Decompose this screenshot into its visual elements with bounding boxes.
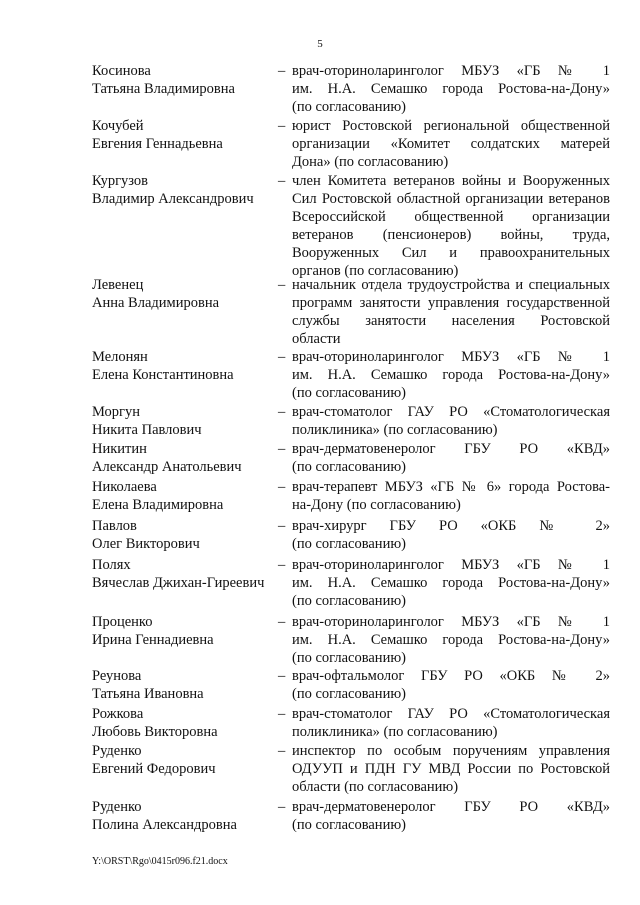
role-line: службы занятости населения Ростовской xyxy=(292,313,610,329)
role-line: (по согласованию) xyxy=(292,593,406,609)
member-surname: Моргун xyxy=(92,404,140,420)
role-line: области xyxy=(292,331,341,347)
separator-dash: – xyxy=(278,799,286,815)
member-role xyxy=(292,348,610,402)
role-line: (по согласованию) xyxy=(292,459,406,475)
role-line: им. Н.А. Семашко города Ростова-на-Дону» xyxy=(292,81,610,97)
separator-dash: – xyxy=(278,118,286,134)
member-role xyxy=(292,705,610,741)
member-surname: Кочубей xyxy=(92,118,144,134)
role-line: врач-стоматолог ГАУ РО «Стоматологическая xyxy=(292,706,610,722)
role-line: Всероссийской общественной организации xyxy=(292,209,610,225)
member-surname: Полях xyxy=(92,557,131,573)
member-surname: Николаева xyxy=(92,479,157,495)
role-line: врач-оториноларинголог МБУЗ «ГБ № 1 xyxy=(292,63,610,79)
member-role xyxy=(292,517,610,553)
separator-dash: – xyxy=(278,404,286,420)
role-line: ОДУУП и ПДН ГУ МВД России по Ростовской xyxy=(292,761,610,777)
role-line: врач-оториноларинголог МБУЗ «ГБ № 1 xyxy=(292,614,610,630)
role-line: Сил Ростовской областной организации ветеранов xyxy=(292,191,610,207)
role-line: им. Н.А. Семашко города Ростова-на-Дону» xyxy=(292,575,610,591)
separator-dash: – xyxy=(278,557,286,573)
role-line: поликлиника» (по согласованию) xyxy=(292,724,498,740)
separator-dash: – xyxy=(278,614,286,630)
member-surname: Павлов xyxy=(92,518,137,534)
member-role xyxy=(292,403,610,439)
member-name xyxy=(92,478,272,514)
member-given-names: Вячеслав Джихан-Гиреевич xyxy=(92,575,265,591)
member-given-names: Елена Константиновна xyxy=(92,367,234,383)
role-line: органов (по согласованию) xyxy=(292,263,459,279)
member-surname: Кургузов xyxy=(92,173,149,189)
role-line: (по согласованию) xyxy=(292,817,406,833)
separator-dash: – xyxy=(278,63,286,79)
member-given-names: Татьяна Ивановна xyxy=(92,686,204,702)
member-surname: Косинова xyxy=(92,63,151,79)
member-surname: Реунова xyxy=(92,668,142,684)
member-given-names: Ирина Геннадиевна xyxy=(92,632,214,648)
role-line: врач-дерматовенеролог ГБУ РО «КВД» xyxy=(292,441,610,457)
role-line: врач-стоматолог ГАУ РО «Стоматологическая xyxy=(292,404,610,420)
member-role xyxy=(292,613,610,667)
member-given-names: Елена Владимировна xyxy=(92,497,224,513)
member-given-names: Евгений Федорович xyxy=(92,761,216,777)
member-role xyxy=(292,62,610,116)
separator-dash: – xyxy=(278,518,286,534)
member-name xyxy=(92,556,272,592)
role-line: инспектор по особым поручениям управления xyxy=(292,743,610,759)
separator-dash: – xyxy=(278,479,286,495)
role-line: организации «Комитет солдатских матерей xyxy=(292,136,610,152)
member-role xyxy=(292,172,610,280)
separator-dash: – xyxy=(278,743,286,759)
member-name xyxy=(92,403,272,439)
role-line: врач-офтальмолог ГБУ РО «ОКБ № 2» xyxy=(292,668,610,684)
role-line: им. Н.А. Семашко города Ростова-на-Дону» xyxy=(292,632,610,648)
member-name xyxy=(92,705,272,741)
member-name xyxy=(92,172,272,208)
role-line: Вооруженных Сил и правоохранительных xyxy=(292,245,610,261)
role-line: врач-оториноларинголог МБУЗ «ГБ № 1 xyxy=(292,557,610,573)
member-name xyxy=(92,62,272,98)
role-line: член Комитета ветеранов войны и Вооруженных xyxy=(292,173,610,189)
member-role xyxy=(292,478,610,514)
member-name xyxy=(92,742,272,778)
role-line: Дона» (по согласованию) xyxy=(292,154,449,170)
role-line: ветеранов (пенсионеров) войны, труда, xyxy=(292,227,610,243)
member-role xyxy=(292,667,610,703)
member-name xyxy=(92,440,272,476)
member-given-names: Полина Александровна xyxy=(92,817,237,833)
member-given-names: Никита Павлович xyxy=(92,422,202,438)
separator-dash: – xyxy=(278,277,286,293)
member-surname: Рожкова xyxy=(92,706,144,722)
role-line: (по согласованию) xyxy=(292,99,406,115)
member-surname: Проценко xyxy=(92,614,153,630)
role-line: начальник отдела трудоустройства и специальных xyxy=(292,277,610,293)
separator-dash: – xyxy=(278,349,286,365)
page-number: 5 xyxy=(317,38,323,50)
member-name xyxy=(92,517,272,553)
member-given-names: Владимир Александрович xyxy=(92,191,254,207)
member-surname: Руденко xyxy=(92,799,142,815)
role-line: врач-дерматовенеролог ГБУ РО «КВД» xyxy=(292,799,610,815)
separator-dash: – xyxy=(278,441,286,457)
role-line: на-Дону (по согласованию) xyxy=(292,497,461,513)
role-line: врач-хирург ГБУ РО «ОКБ № 2» xyxy=(292,518,610,534)
footer-file-path: Y:\ORST\Rgo\0415r096.f21.docx xyxy=(92,856,228,867)
role-line: поликлиника» (по согласованию) xyxy=(292,422,498,438)
member-name xyxy=(92,276,272,312)
member-given-names: Евгения Геннадьевна xyxy=(92,136,223,152)
member-role xyxy=(292,556,610,610)
role-line: области (по согласованию) xyxy=(292,779,459,795)
separator-dash: – xyxy=(278,668,286,684)
role-line: юрист Ростовской региональной общественной xyxy=(292,118,610,134)
member-name xyxy=(92,798,272,834)
member-given-names: Татьяна Владимировна xyxy=(92,81,235,97)
member-given-names: Любовь Викторовна xyxy=(92,724,218,740)
role-line: (по согласованию) xyxy=(292,536,406,552)
role-line: (по согласованию) xyxy=(292,686,406,702)
separator-dash: – xyxy=(278,173,286,189)
role-line: им. Н.А. Семашко города Ростова-на-Дону» xyxy=(292,367,610,383)
member-surname: Руденко xyxy=(92,743,142,759)
member-role xyxy=(292,117,610,171)
member-role xyxy=(292,276,610,348)
member-name xyxy=(92,667,272,703)
member-given-names: Анна Владимировна xyxy=(92,295,220,311)
separator-dash: – xyxy=(278,706,286,722)
member-surname: Левенец xyxy=(92,277,144,293)
member-name xyxy=(92,117,272,153)
role-line: программ занятости управления государственной xyxy=(292,295,610,311)
member-role xyxy=(292,440,610,476)
role-line: (по согласованию) xyxy=(292,650,406,666)
member-given-names: Александр Анатольевич xyxy=(92,459,242,475)
member-surname: Мелонян xyxy=(92,349,148,365)
member-role xyxy=(292,798,610,834)
member-surname: Никитин xyxy=(92,441,147,457)
role-line: врач-оториноларинголог МБУЗ «ГБ № 1 xyxy=(292,349,610,365)
member-name xyxy=(92,613,272,649)
member-given-names: Олег Викторович xyxy=(92,536,200,552)
role-line: (по согласованию) xyxy=(292,385,406,401)
member-name xyxy=(92,348,272,384)
member-role xyxy=(292,742,610,796)
role-line: врач-терапевт МБУЗ «ГБ № 6» города Ростова- xyxy=(292,479,610,495)
